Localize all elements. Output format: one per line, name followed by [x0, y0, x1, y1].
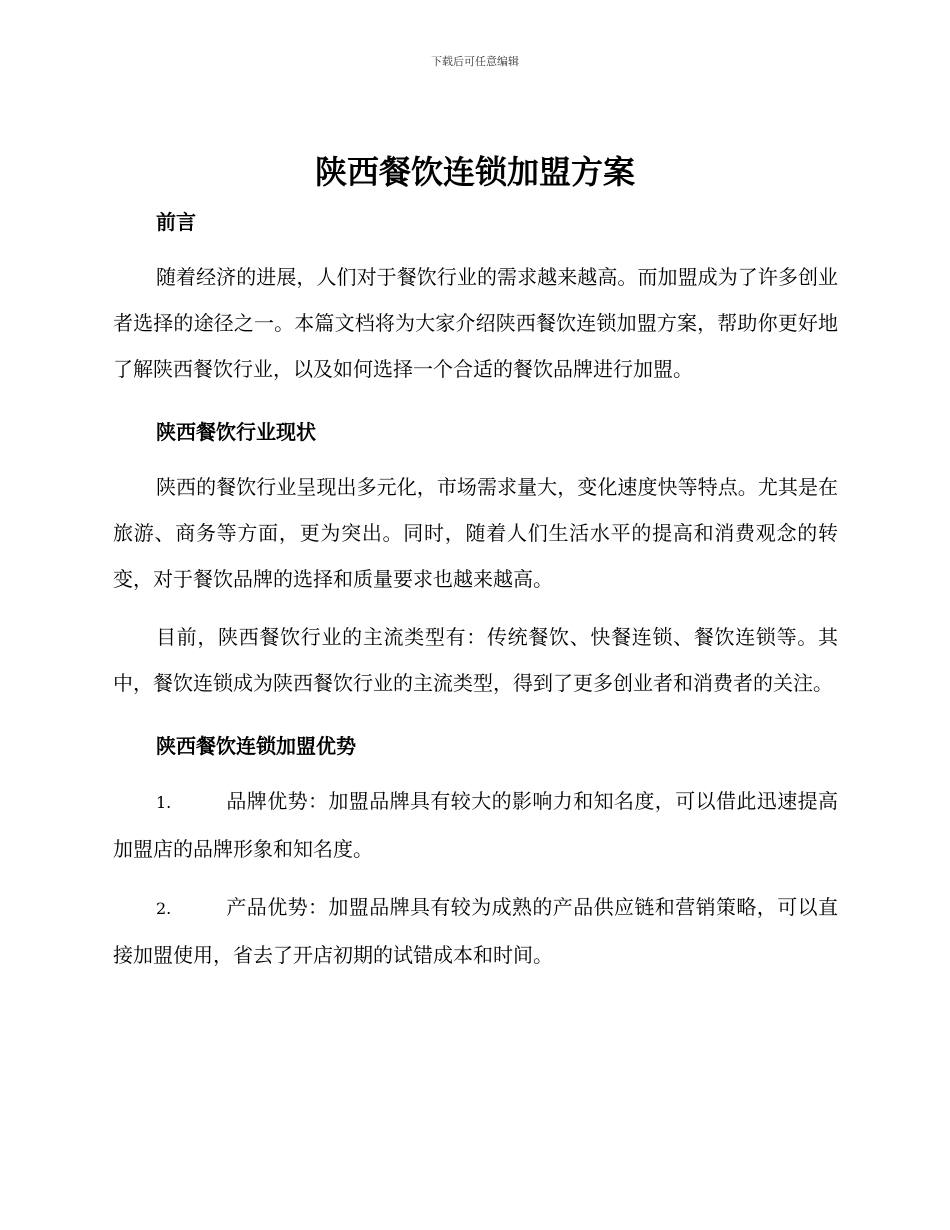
list-item-number: 2. [156, 899, 172, 918]
industry-status-paragraph-1: 陕西的餐饮行业呈现出多元化，市场需求量大，变化速度快等特点。尤其是在旅游、商务等方面，更为突出。同时，随着人们生活水平的提高和消费观念的转变，对于餐饮品牌的选择和质量要求也越来越高。 [113, 475, 838, 591]
header-note: 下载后可任意编辑 [431, 55, 519, 68]
list-item [113, 778, 838, 872]
document-body [113, 202, 838, 978]
section-heading-franchise-advantages: 陕西餐饮连锁加盟优势 [156, 734, 356, 758]
document-title: 陕西餐饮连锁加盟方案 [314, 153, 635, 191]
list-item-text: 品牌优势：加盟品牌具有较大的影响力和知名度，可以借此迅速提高加盟店的品牌形象和知名度。 [113, 789, 838, 861]
list-item [113, 884, 838, 978]
preface-paragraph: 随着经济的进展，人们对于餐饮行业的需求越来越高。而加盟成为了许多创业者选择的途径之一。本篇文档将为大家介绍陕西餐饮连锁加盟方案，帮助你更好地了解陕西餐饮行业，以及如何选择一个合适的餐饮品牌进行加盟。 [113, 265, 838, 381]
section-heading-preface: 前言 [156, 210, 196, 234]
section-heading-industry-status: 陕西餐饮行业现状 [156, 420, 316, 444]
list-item-text: 产品优势：加盟品牌具有较为成熟的产品供应链和营销策略，可以直接加盟使用，省去了开店初期的试错成本和时间。 [113, 895, 838, 967]
industry-status-paragraph-2: 目前，陕西餐饮行业的主流类型有：传统餐饮、快餐连锁、餐饮连锁等。其中，餐饮连锁成为陕西餐饮行业的主流类型，得到了更多创业者和消费者的关注。 [113, 625, 838, 695]
list-item-number: 1. [156, 793, 172, 812]
